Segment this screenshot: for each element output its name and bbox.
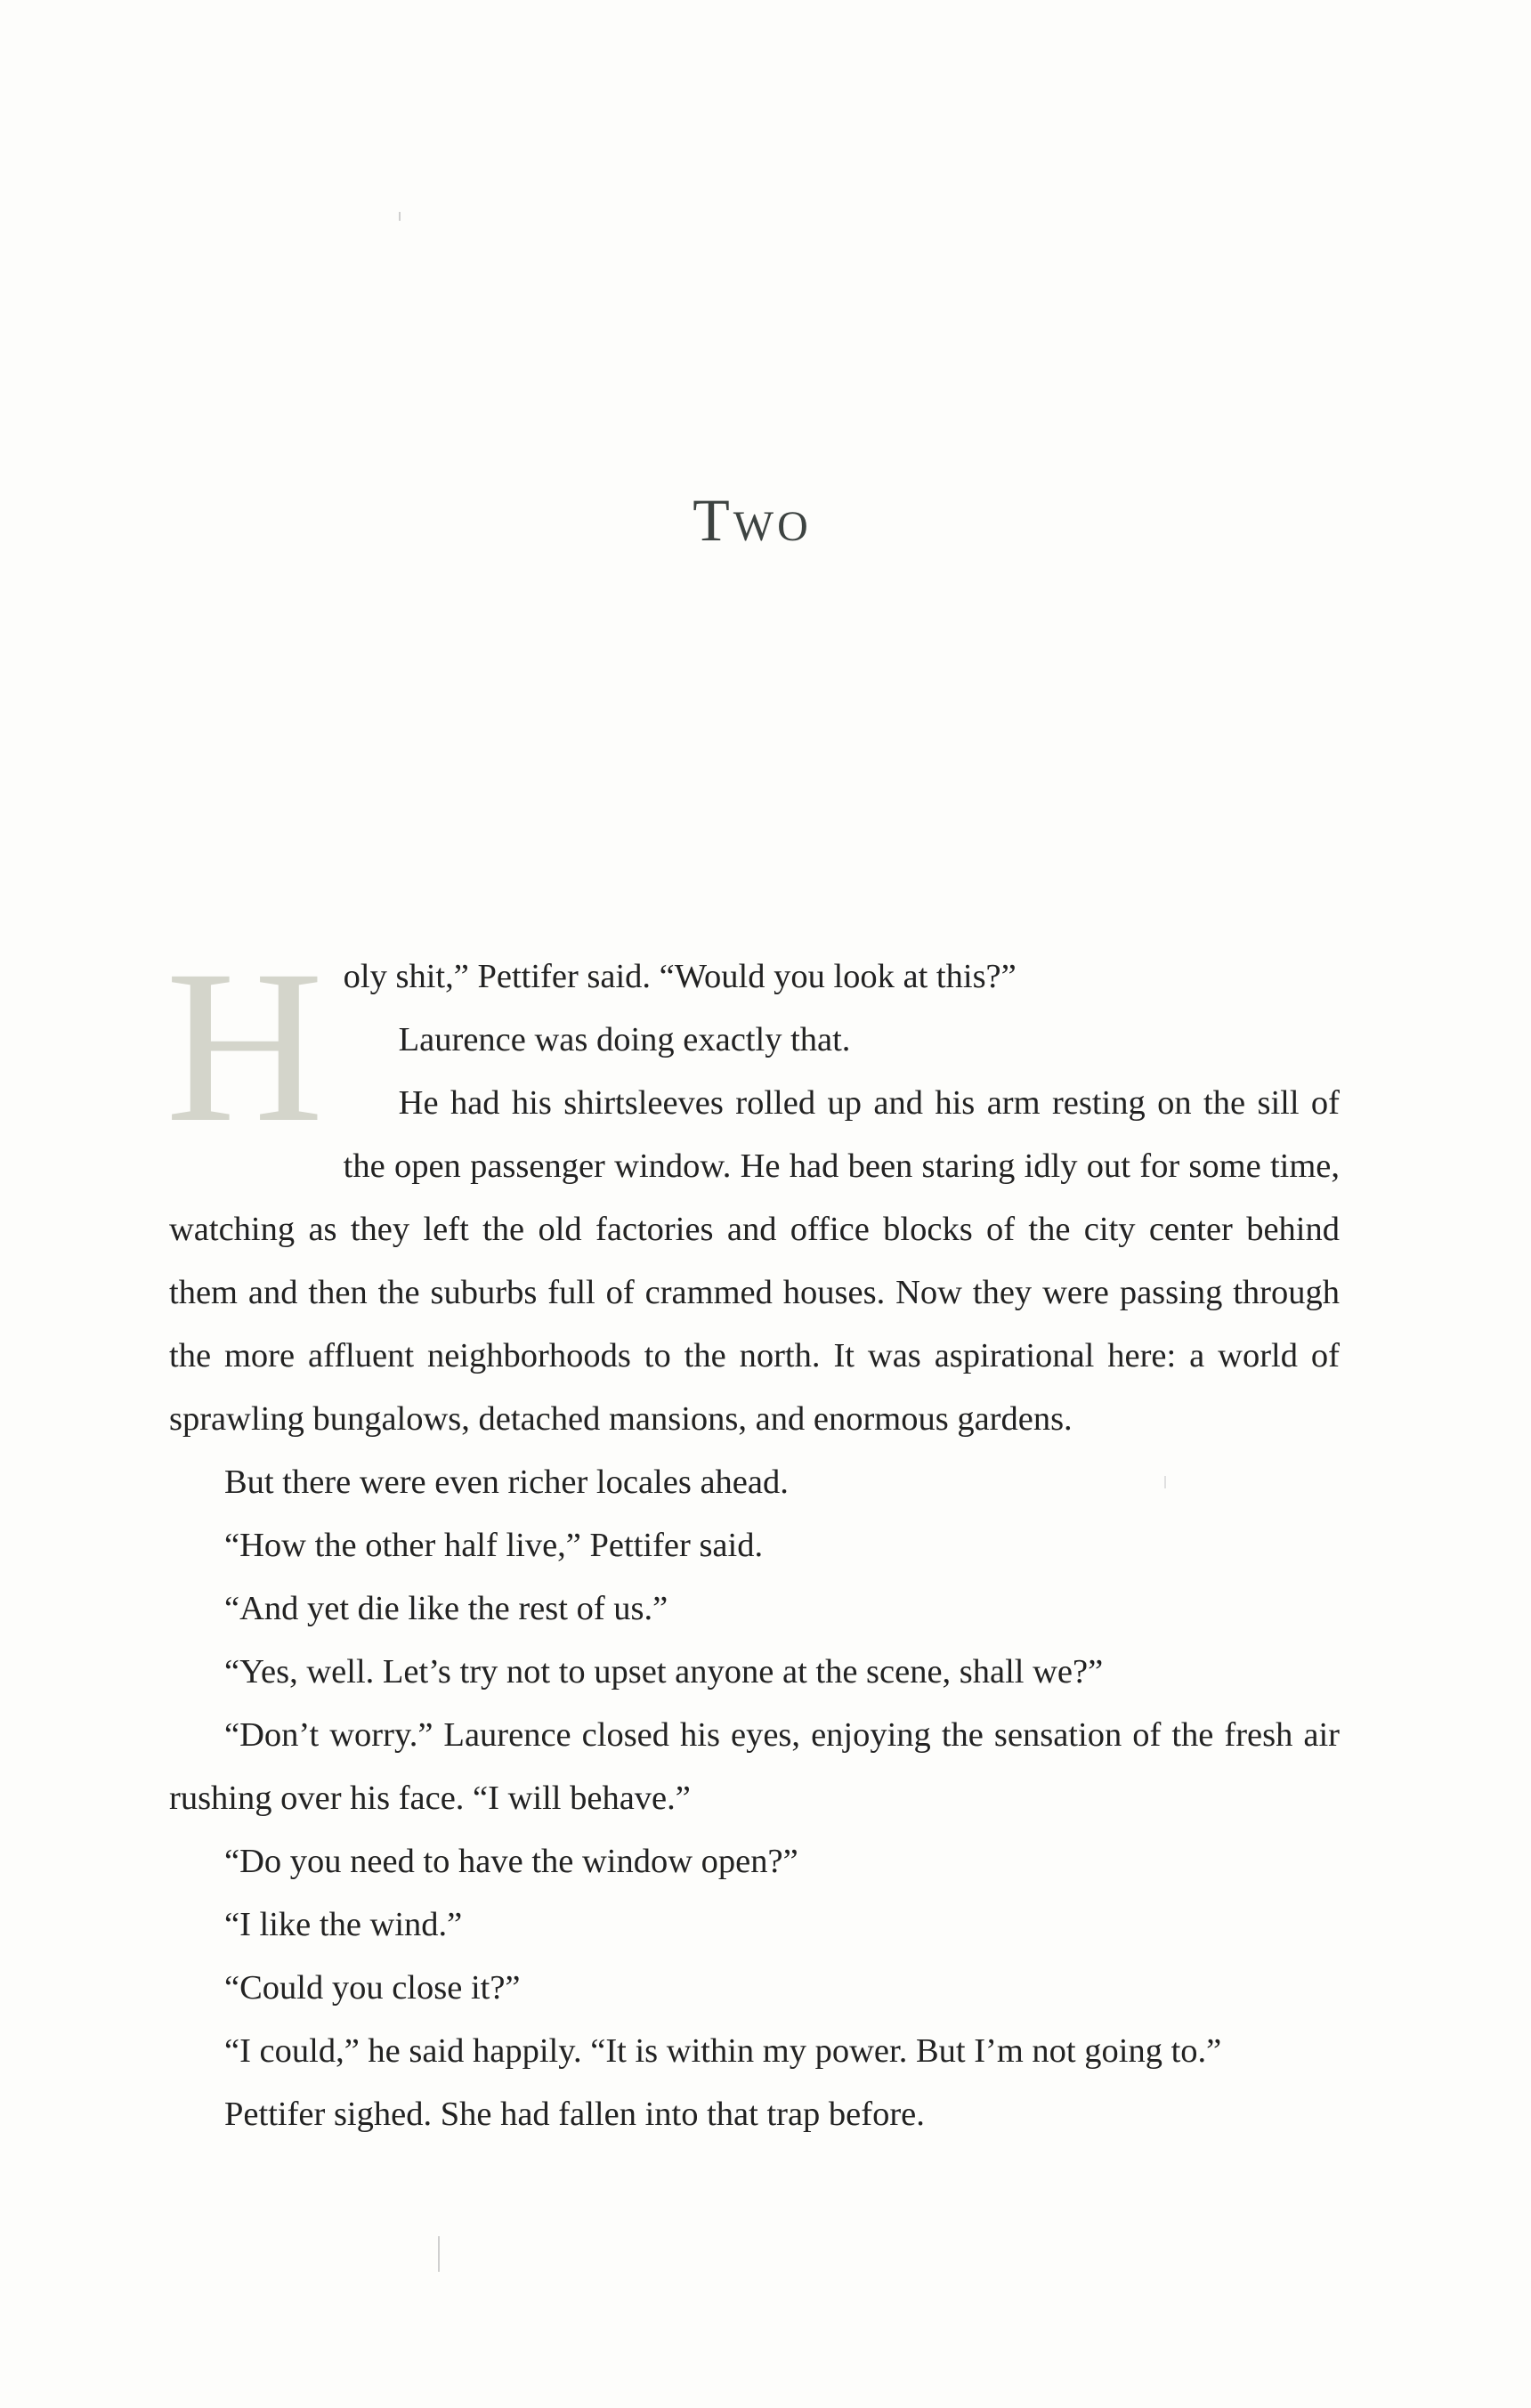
- paragraph: “Could you close it?”: [224, 1969, 521, 2007]
- drop-cap: H: [166, 926, 324, 1168]
- scan-mark: [438, 2236, 440, 2272]
- scan-mark: [1164, 1476, 1166, 1488]
- paragraph: “And yet die like the rest of us.”: [224, 1590, 668, 1627]
- paragraph: “Yes, well. Let’s try not to upset anyone at the scene, shall we?”: [224, 1653, 1104, 1690]
- paragraph: “Do you need to have the window open?”: [224, 1843, 798, 1880]
- opening-line-text: oly shit,” Pettifer said. “Would you look at this?”: [343, 958, 1017, 995]
- opening-block: [166, 926, 1340, 1451]
- chapter-title: Two: [693, 486, 812, 554]
- paragraph: “How the other half live,” Pettifer said.: [224, 1527, 764, 1564]
- paragraph: “Don’t worry.” Laurence closed his eyes, enjoying the sensation of the fresh air rushing over his face. “I will behave.”: [169, 1716, 1340, 1817]
- paragraph: Laurence was doing exactly that.: [398, 1021, 851, 1058]
- chapter-body: [166, 926, 1340, 2146]
- paragraph: “I could,” he said happily. “It is within my power. But I’m not going to.”: [224, 2032, 1222, 2070]
- paragraph: He had his shirtsleeves rolled up and his arm resting on the sill of the open passenger window. He had been staring idly out for some time, watching as they left the old factories and office blocks of the city center behind them and then the suburbs full of crammed houses. Now they were passing through the more affluent neighborhoods to the north. It was aspirational here: a world of sprawling bungalows, detached mansions, and enormous gardens.: [169, 1084, 1340, 1438]
- opening-line: [169, 945, 1340, 1009]
- scan-mark: [399, 212, 401, 221]
- paragraph: Pettifer sighed. She had fallen into that trap before.: [224, 2096, 925, 2133]
- paragraph: But there were even richer locales ahead.: [224, 1463, 789, 1501]
- paragraph: “I like the wind.”: [224, 1906, 463, 1943]
